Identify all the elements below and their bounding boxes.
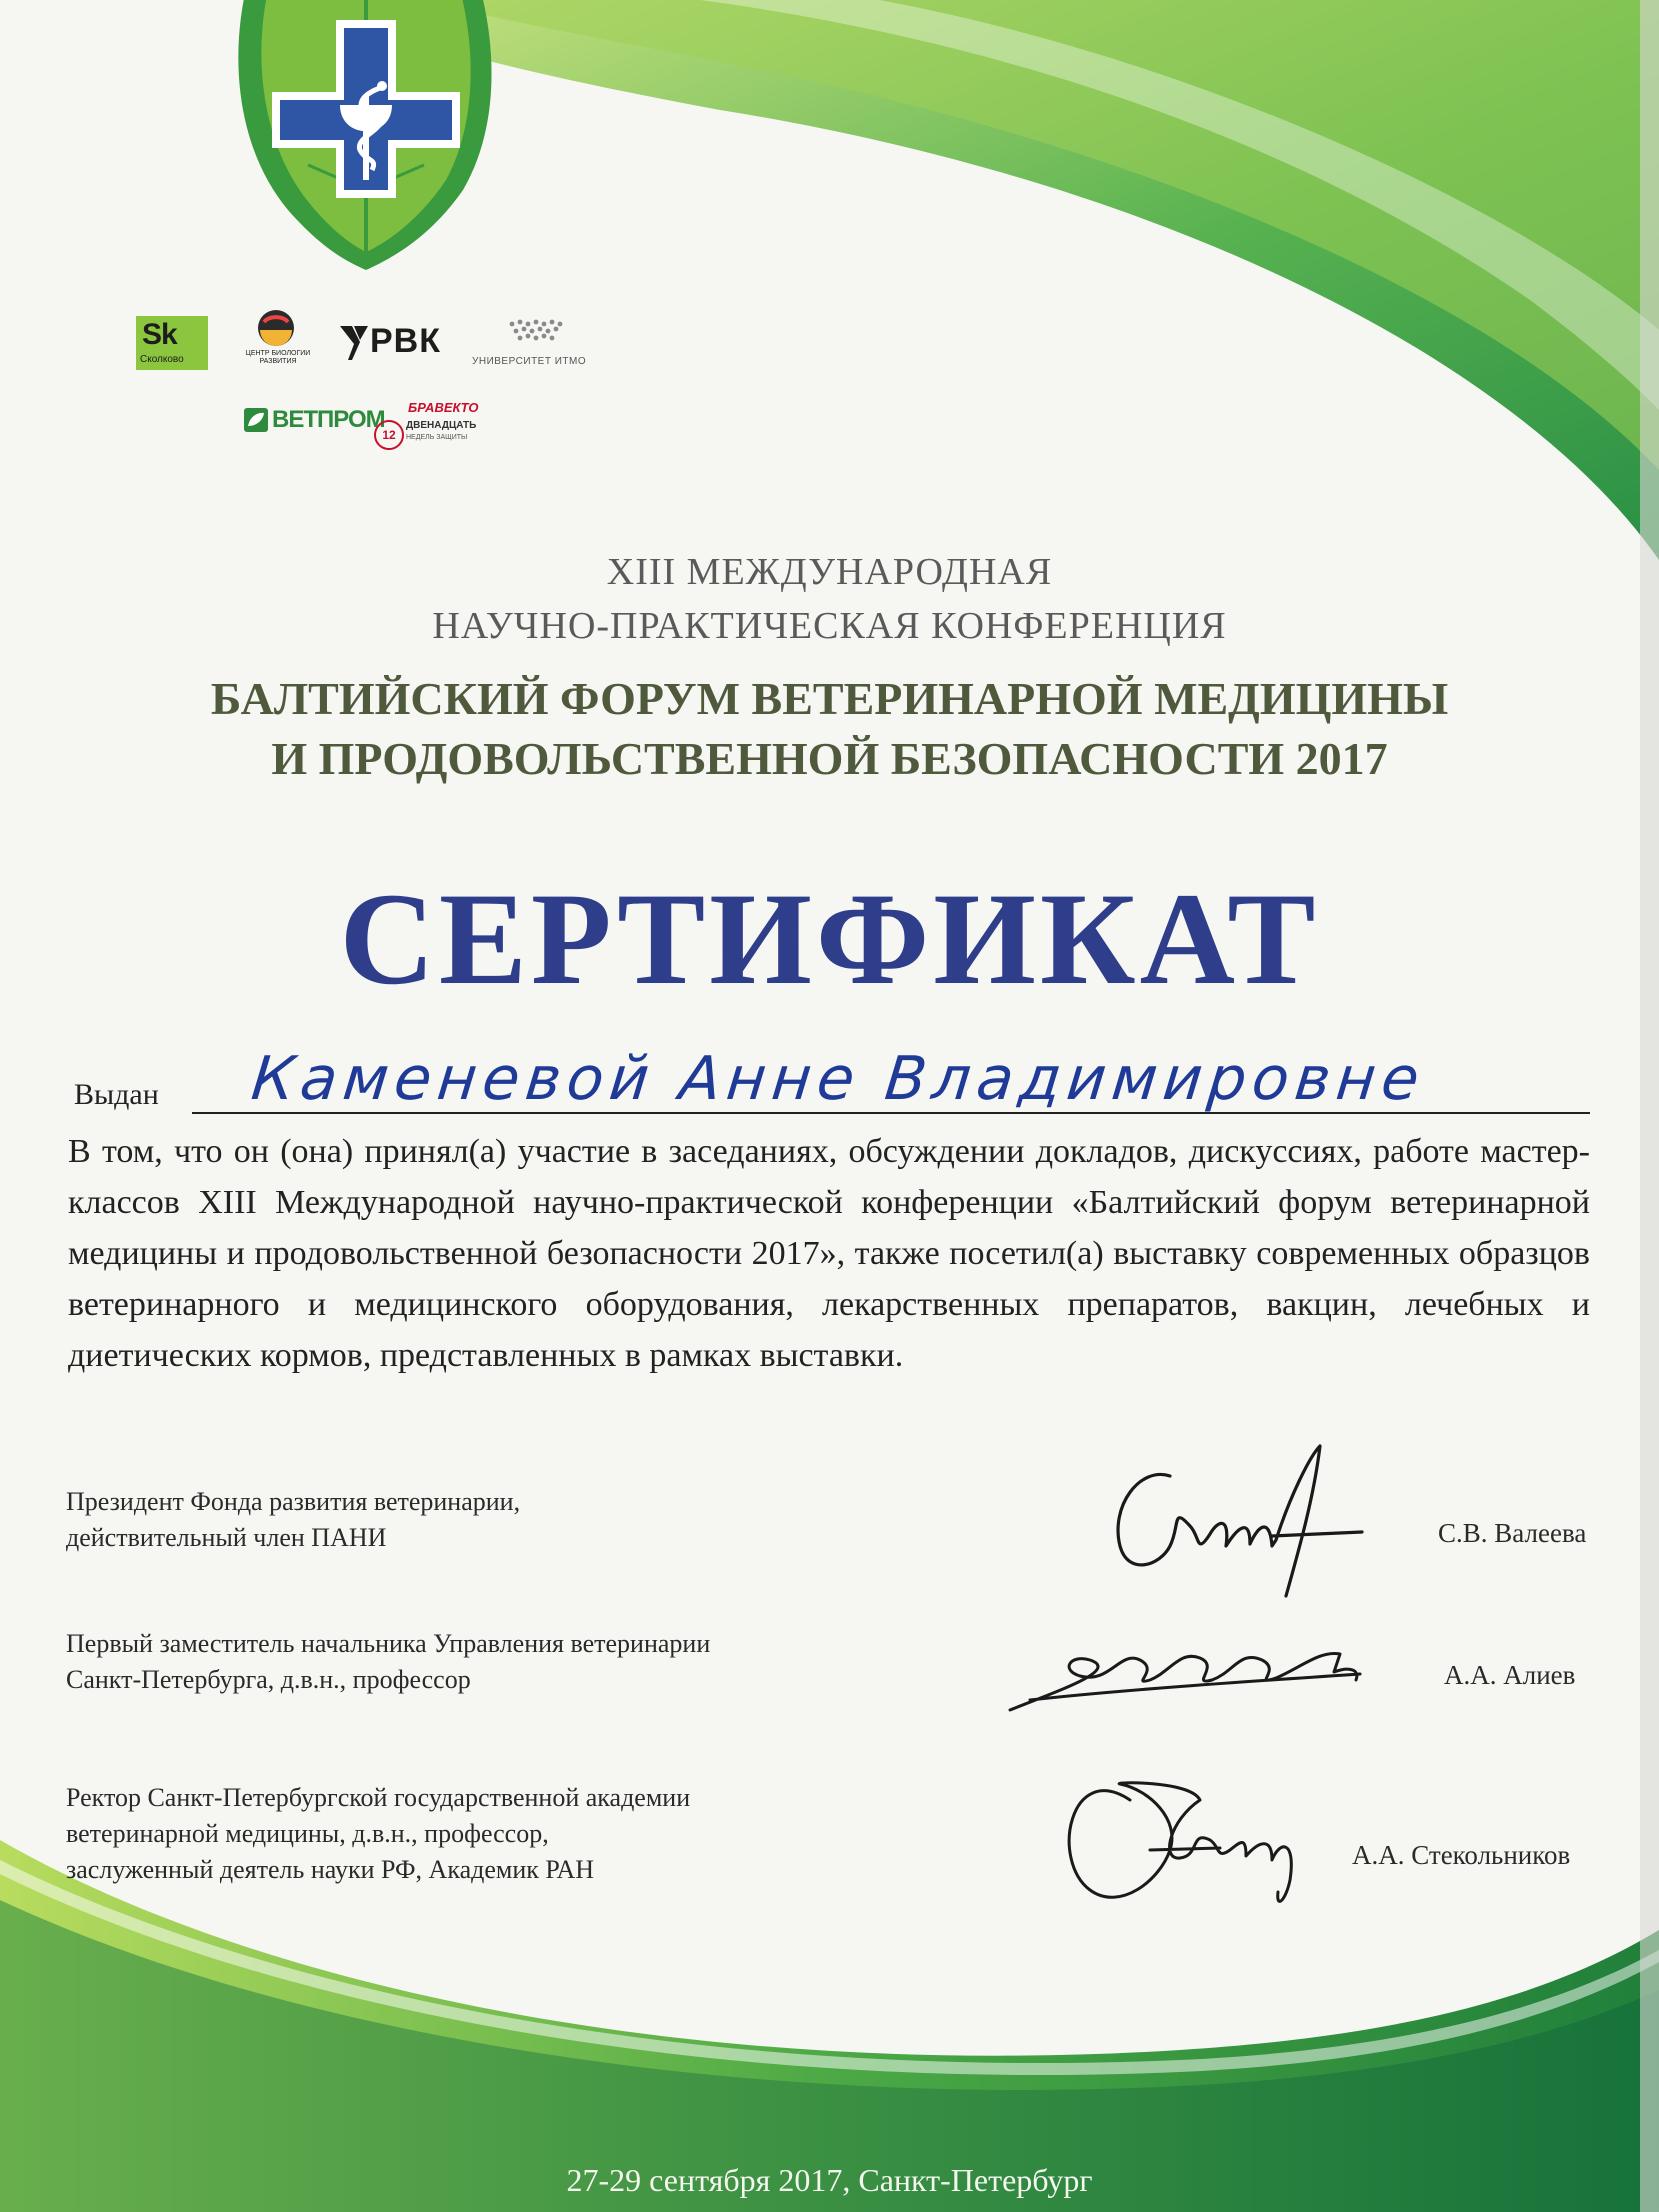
signatory-2-role bbox=[66, 1626, 710, 1698]
signatory-1-role bbox=[66, 1484, 520, 1556]
signatory-3-name: А.А. Стекольников bbox=[1352, 1840, 1571, 1870]
signatory-3-role bbox=[66, 1780, 690, 1888]
conference-line-2: НАУЧНО-ПРАКТИЧЕСКАЯ КОНФЕРЕНЦИЯ bbox=[432, 605, 1227, 647]
signature-2-icon bbox=[1000, 1620, 1380, 1720]
twelve-weeks-badge: 12 bbox=[374, 420, 404, 450]
twelve-weeks-sublabel: НЕДЕЛЬ ЗАЩИТЫ bbox=[406, 434, 468, 441]
forum-title-line-1: БАЛТИЙСКИЙ ФОРУМ ВЕТЕРИНАРНОЙ МЕДИЦИНЫ bbox=[210, 673, 1449, 724]
signatory-2-role-line-1: Первый заместитель начальника Управления ветеринарии bbox=[66, 1629, 711, 1658]
certificate-body-text: В том, что он (она) принял(а) участие в заседаниях, обсуждении докладов, дискуссиях, работе мастер-классов XIII Международной научно-практической конференции «Балтийский форум ветеринарной медицины и продовольственной безопасности 2017», также посетил(а) выставку современных образцов ветеринарного и медицинского оборудования, лекарственных препаратов, вакцин, лечебных и диетических кормов, представленных в рамках выставки. bbox=[68, 1133, 1590, 1374]
signatory-3-role-line-3: заслуженный деятель науки РФ, Академик РАН bbox=[66, 1855, 595, 1884]
itmo-dots-icon bbox=[506, 318, 566, 344]
signature-1-icon bbox=[1100, 1436, 1380, 1606]
rvk-logo-text: РВК bbox=[370, 322, 441, 360]
vetprom-logo-text: ВЕТПРОМ bbox=[272, 406, 385, 433]
signatory-1-role-line-1: Президент Фонда развития ветеринарии, bbox=[66, 1487, 521, 1516]
forum-title-line-2: И ПРОДОВОЛЬСТВЕННОЙ БЕЗОПАСНОСТИ 2017 bbox=[271, 733, 1388, 784]
signatory-1-name: С.В. Валеева bbox=[1438, 1518, 1587, 1548]
skolkovo-logo: Sk Сколково bbox=[136, 316, 208, 370]
signatory-3-role-line-1: Ректор Санкт-Петербургской государственной академии bbox=[66, 1783, 691, 1812]
event-date-location: 27-29 сентября 2017, Санкт-Петербург bbox=[566, 2162, 1093, 2198]
vetprom-leaf-icon bbox=[244, 408, 268, 432]
itmo-label: УНИВЕРСИТЕТ ИТМО bbox=[472, 356, 587, 367]
conference-line-1: XIII МЕЖДУНАРОДНАЯ bbox=[606, 551, 1053, 593]
signatory-1-role-line-2: действительный член ПАНИ bbox=[66, 1523, 387, 1552]
certificate-title: СЕРТИФИКАТ bbox=[339, 865, 1320, 1012]
twelve-weeks-label: ДВЕНАДЦАТЬ bbox=[406, 420, 477, 431]
biology-center-label: ЦЕНТР БИОЛОГИИ РАЗВИТИЯ bbox=[245, 350, 311, 365]
signatory-2-name: А.А. Алиев bbox=[1444, 1660, 1576, 1690]
bravecto-logo-text: БРАВЕКТО bbox=[408, 400, 479, 415]
recipient-name-handwritten: Каменевой Анне Владимировне bbox=[248, 1044, 1429, 1114]
issued-to-label: Выдан bbox=[74, 1078, 159, 1111]
signature-3-icon bbox=[1050, 1740, 1330, 1920]
rvk-mark-icon bbox=[340, 326, 368, 360]
biology-center-logo-icon bbox=[256, 308, 296, 348]
conference-emblem-icon bbox=[228, 0, 504, 272]
signatory-3-role-line-2: ветеринарной медицины, д.в.н., профессор, bbox=[66, 1819, 549, 1848]
signatory-2-role-line-2: Санкт-Петербурга, д.в.н., профессор bbox=[66, 1665, 471, 1694]
